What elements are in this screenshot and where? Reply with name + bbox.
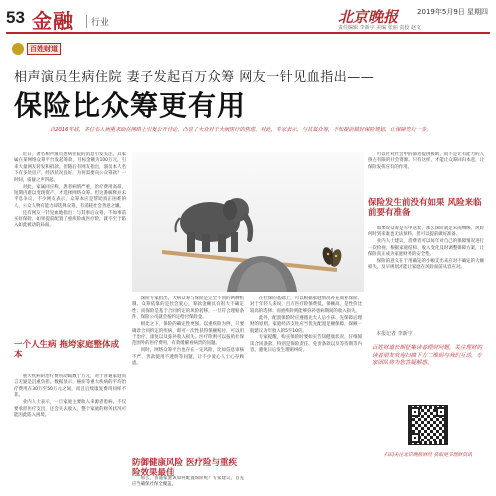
body-column-1b	[14, 374, 126, 490]
paragraph: 对此，家属回应称，患者病情严重，治疗费用高昂，短期内难以变现资产，才选择网络众筹。但这番解释并未平息争议。不少网友表示，众筹本应是帮助真正困难的人，公众人物有能力却选择众筹，有消耗社会善意之嫌。	[14, 184, 126, 209]
body-column-2	[132, 296, 244, 456]
page-number: 53	[6, 8, 25, 27]
body-column-2b	[132, 476, 244, 492]
section-title: 金融	[32, 9, 74, 33]
column-tag	[12, 42, 61, 56]
paragraph: 近日，著名相声演员患病住院的消息引发关注。其家属在某网络众筹平台发起筹款，目标金额为100万元，引来大量网友转发和捐款。但随后有网友指出，演员本人名下有多处房产，经济状况良好，为何需要向公众筹款？一时间，质疑之声四起。	[14, 152, 126, 183]
issue-date: 2019年5月9日 星期四	[417, 8, 488, 16]
body-column-3	[250, 296, 362, 492]
qr-finder	[410, 407, 420, 417]
paragraph: 如果说众筹是雪中送炭，那么保险就是未雨绸缪。风险何时到来谁也无法预料，但可以提前做好准备。	[368, 226, 484, 238]
column-tag-label: 百姓财道	[27, 43, 61, 55]
paragraph: 业内人士表示，一旦家庭主要收入来源者患病，不仅要承担医疗支出，还会失去收入，整个家庭的财务状况可能因此陷入困境。	[14, 400, 126, 418]
paragraph: 可以针对社会中的弱者提供援助，而不是让有能力的人挤占有限的社会资源。只有这样，才能让众筹回归本意，让保险发挥应有的作用。	[368, 152, 484, 170]
article-kicker: 相声演员生病住院 妻子发起百万众筹 网友一针见血指出——	[14, 70, 375, 85]
elephant-seesaw-illustration	[132, 152, 364, 292]
article-headline: 保险比众筹更有用	[14, 89, 247, 122]
paragraph: 还有网友一针见血地指出：与其事后众筹，不如事前买好保险。如果提前配置了重疾险或医疗险，就不至于陷入如此被动的局面。	[14, 210, 126, 229]
body-column-4b	[368, 226, 484, 322]
paragraph: 专家提醒，购买保险时要如实告知健康状况，仔细阅读合同条款，特别是保险责任、免责条款以及等待期等内容，避免日后发生理赔纠纷。	[250, 335, 362, 354]
paragraph: 此外，配置保险时应遵循先大人后小孩、先保障后理财的原则。家庭经济支柱应当优先配置足额保障，保额一般建议为年收入的5至10倍。	[250, 315, 362, 334]
paragraph: 保险的意义在于用确定的小额支出来应对不确定的大额损失，及早规划才能让家庭在风险面前从容应对。	[368, 259, 484, 271]
paper-logo: 北京晚报	[338, 8, 399, 26]
subhead-3: 保险发生前没有如果 风险来临前要有准备	[368, 198, 482, 218]
paragraph: 业内人士建议，消费者可以每年对自己的保障情况进行一次检视，根据家庭结构、收入变化及时调整保障方案，让保险真正成为家庭财务的安全垫。	[368, 239, 484, 258]
qr-note: 扫码关注北京晚报财经 获取更多理财资讯	[384, 453, 472, 458]
subhead-1: 一个人生病 拖垮家庭整体成本	[14, 340, 119, 360]
body-column-1	[14, 152, 126, 334]
subhead-2: 防御健康风险 医疗险与重疾险效果最佳	[132, 458, 237, 478]
page-header	[6, 4, 490, 34]
qr-code[interactable]	[408, 405, 448, 445]
paragraph: 相比之下，保险的确定性更强。以重疾险为例，只要确诊合同约定的疾病，即可一次性获得保额赔付，可以用于治疗、康复以及弥补收入损失。医疗险则可以报销社保范围外的医疗费用，有效缓解看病贵的问题。	[132, 322, 244, 347]
qr-finder	[436, 407, 446, 417]
sub-section-label: 行业	[86, 15, 109, 28]
promo-text: 百姓财道长期征集读者理财问题，关注理财的读者朋友欢迎扫描下方二维码与我们互动，专家团队将为您答疑解惑。	[372, 345, 483, 366]
body-column-4	[368, 152, 484, 192]
paragraph: 同时，网络众筹平台也存在一定风险，比如信息审核不严、善款使用不透明等问题，让不少爱心人士心存顾虑。	[132, 348, 244, 367]
coin-icon	[12, 43, 24, 55]
paragraph: 重大疾病的治疗费用动辄数十万元，对于普通家庭而言无疑是沉重负担。数据显示，癌症等重大疾病的平均治疗费用在30万至50万元之间，而且后续康复费用同样不菲。	[14, 374, 126, 399]
paragraph: 那么，普通家庭该如何配置保险呢？专家建议，首先应当确保社保全覆盖。	[132, 476, 244, 488]
qr-finder	[410, 433, 420, 443]
paragraph: 保险专家指出，大病众筹与保险是完全不同的两种机制。众筹依靠的是社会爱心，筹款金额具有很大不确定性；而保险是基于合同约定的风险转移，一旦符合理赔条件，保险公司就会按约定给付保险金。	[132, 296, 244, 321]
article-illustration	[132, 152, 364, 292]
paragraph: 在社保的基础上，可以根据家庭情况补充商业保险。对于年轻人来说，百万医疗险保费低、保额高，是性价比较高的选择；而重疾险则能够弥补患病期间的收入损失。	[250, 296, 362, 314]
editor-credits: 责任编辑 李新宇 美编 张丽 责校 赵文	[338, 25, 421, 31]
article-lede: 自2016年底，多位名人病重求助在网络上引发公开讨论，凸显了大众对于大病医疗的焦虑。对此，专家表示，与其靠众筹，不如提前做好保险规划，让保障先行一步。	[50, 127, 432, 133]
reporter-signature: 本报记者 李新宇	[376, 331, 413, 337]
